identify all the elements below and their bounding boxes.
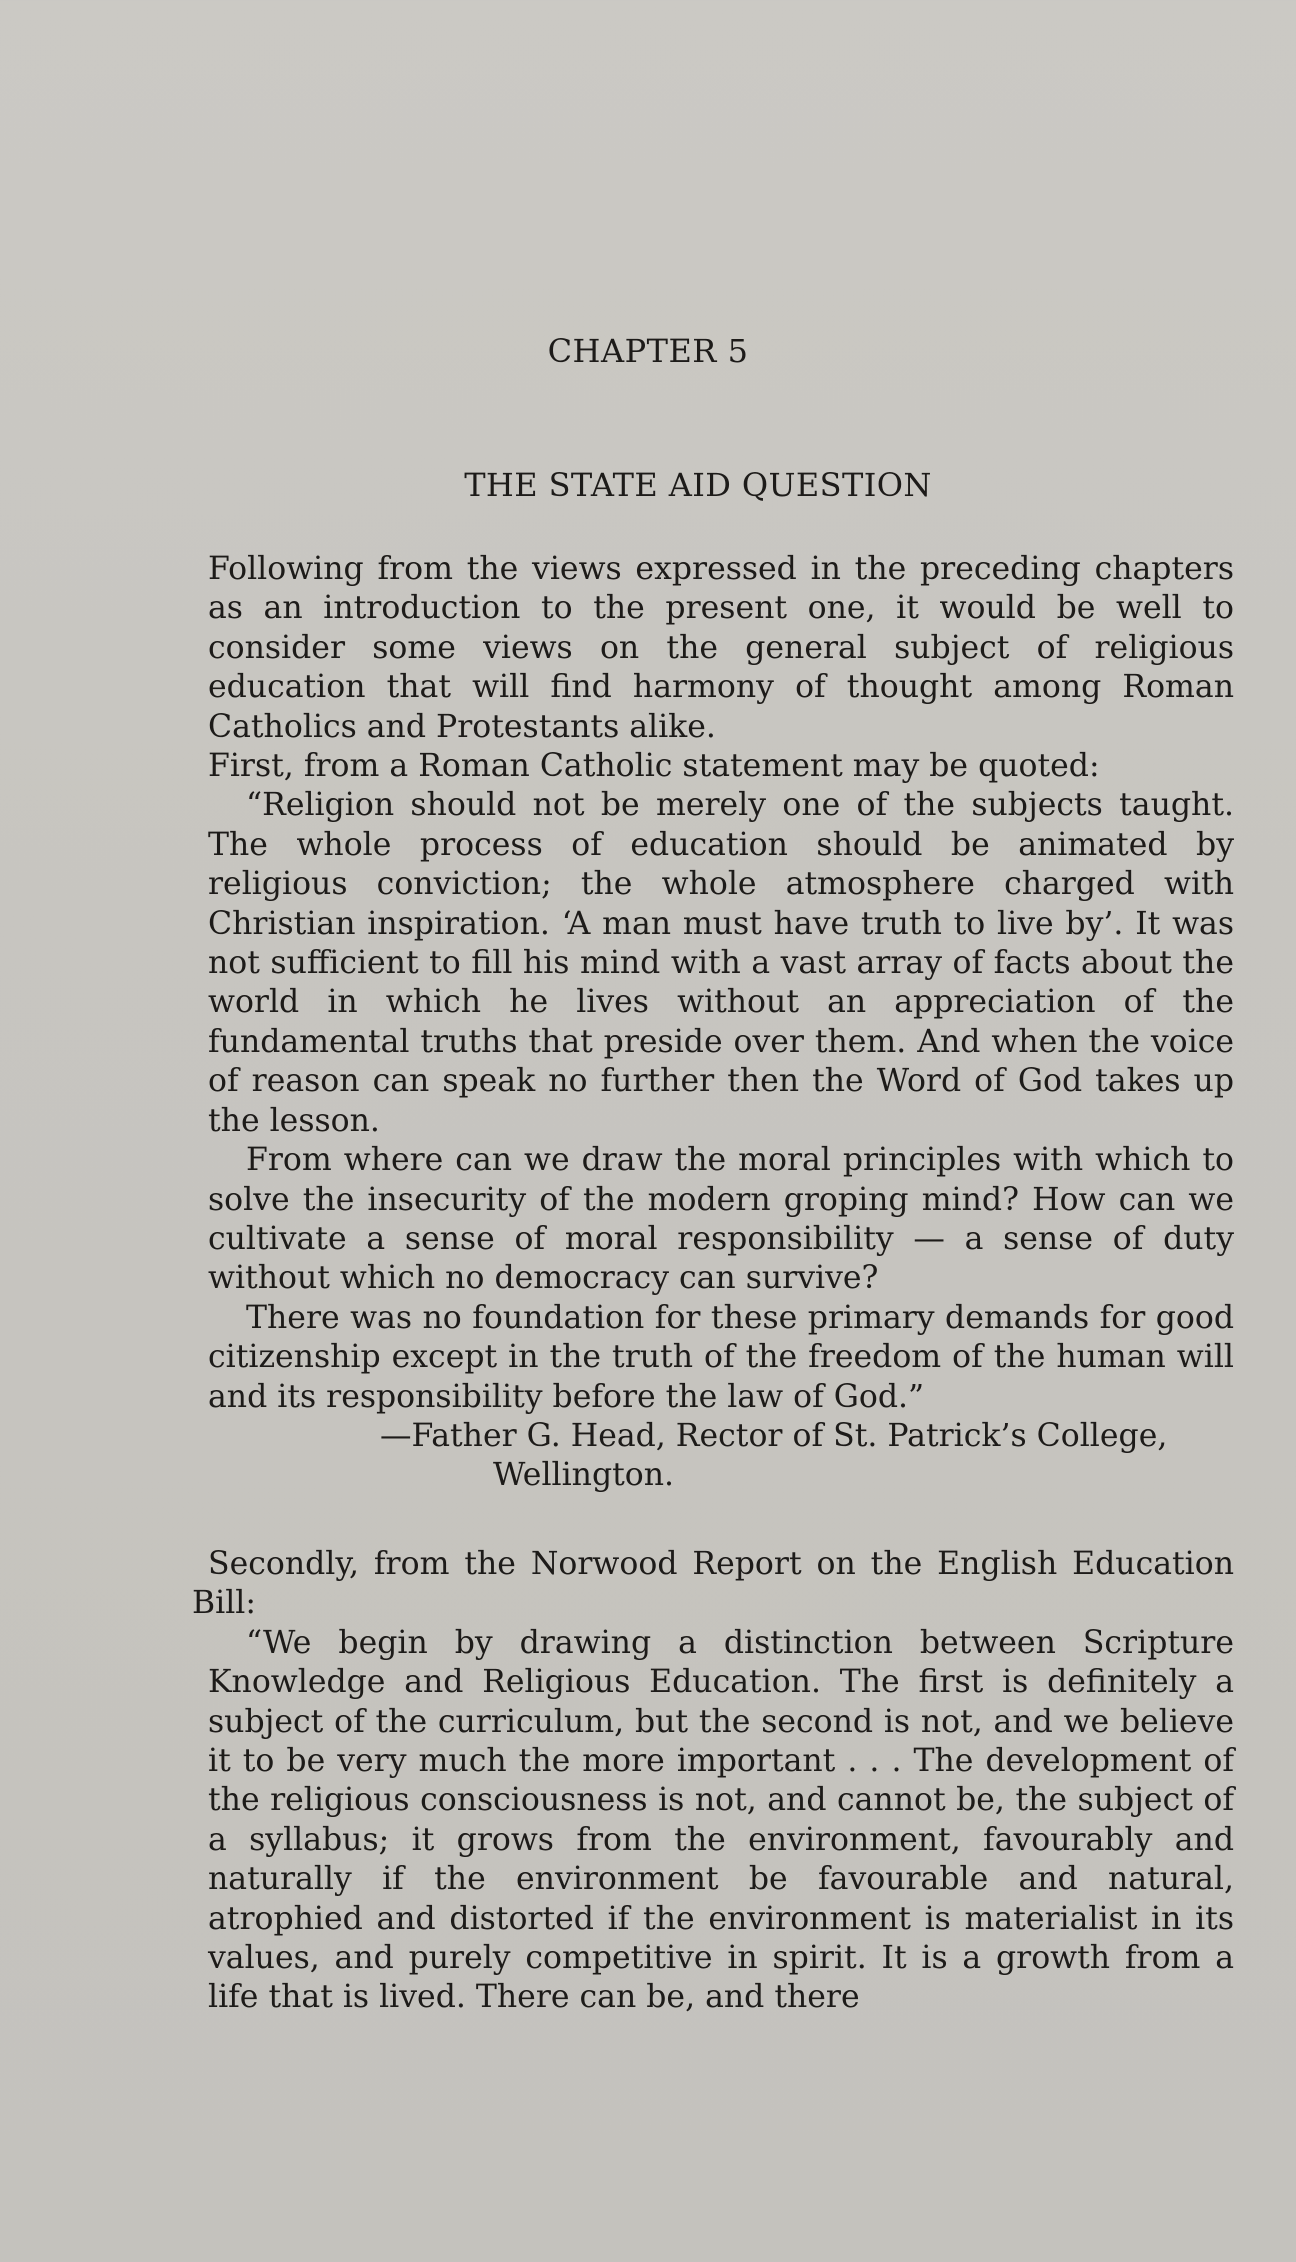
quote1-paragraph-1: “Religion should not be merely one of the subjects taught. The whole process of education should be animated by religious conviction; the whole atmosphere charged with Christian inspiration. ‘A man must have truth to live by’. It was not sufficient to fill his mind with a vast array of facts about the world in which he lives without an appreciation of the fundamental truths that preside over them. And when the voice of reason can speak no further then the Word of God takes up the lesson.: [208, 787, 1234, 1139]
quote1-paragraph-3: There was no foundation for these primary demands for good citizenship except in the truth of the freedom of the human will and its responsibility before the law of God.”: [208, 1299, 1234, 1415]
second-source-line: Secondly, from the Norwood Report on the English Education Bill:: [192, 1546, 1234, 1622]
chapter-label: CHAPTER 5: [547, 332, 749, 370]
attribution-line-2: Wellington.: [493, 1457, 675, 1494]
intro-paragraph: Following from the views expressed in the preceding chapters as an introduction to the present one, it would be well to consider some views on the general subject of religious education that will find harmony of thought among Roman Catholics and Protestants alike.: [208, 551, 1234, 745]
attribution-line-1: —Father G. Head, Rector of St. Patrick’s College,: [380, 1417, 1168, 1454]
quote2-paragraph-1: “We begin by drawing a distinction between Scripture Knowledge and Religious Education. The first is definitely a subject of the curriculum, but the second is not, and we believe it to be very much the more important . . . The development of the religious consciousness is not, and cannot be, the subject of a syllabus; it grows from the environment, favourably and naturally if the environment be favourable and natural, atrophied and distorted if the environment is materialist in its values, and purely competitive in spirit. It is a growth from a life that is lived. There can be, and there: [208, 1624, 1234, 2016]
chapter-title: THE STATE AID QUESTION: [464, 466, 932, 504]
first-source-line: First, from a Roman Catholic statement may be quoted:: [208, 748, 1100, 785]
quote1-paragraph-2: From where can we draw the moral principles with which to solve the insecurity of the modern groping mind? How can we cultivate a sense of moral responsibility — a sense of duty without which no democracy can survive?: [208, 1142, 1234, 1297]
body-section-1: [208, 550, 1234, 1496]
body-section-2: [192, 1545, 1234, 2018]
